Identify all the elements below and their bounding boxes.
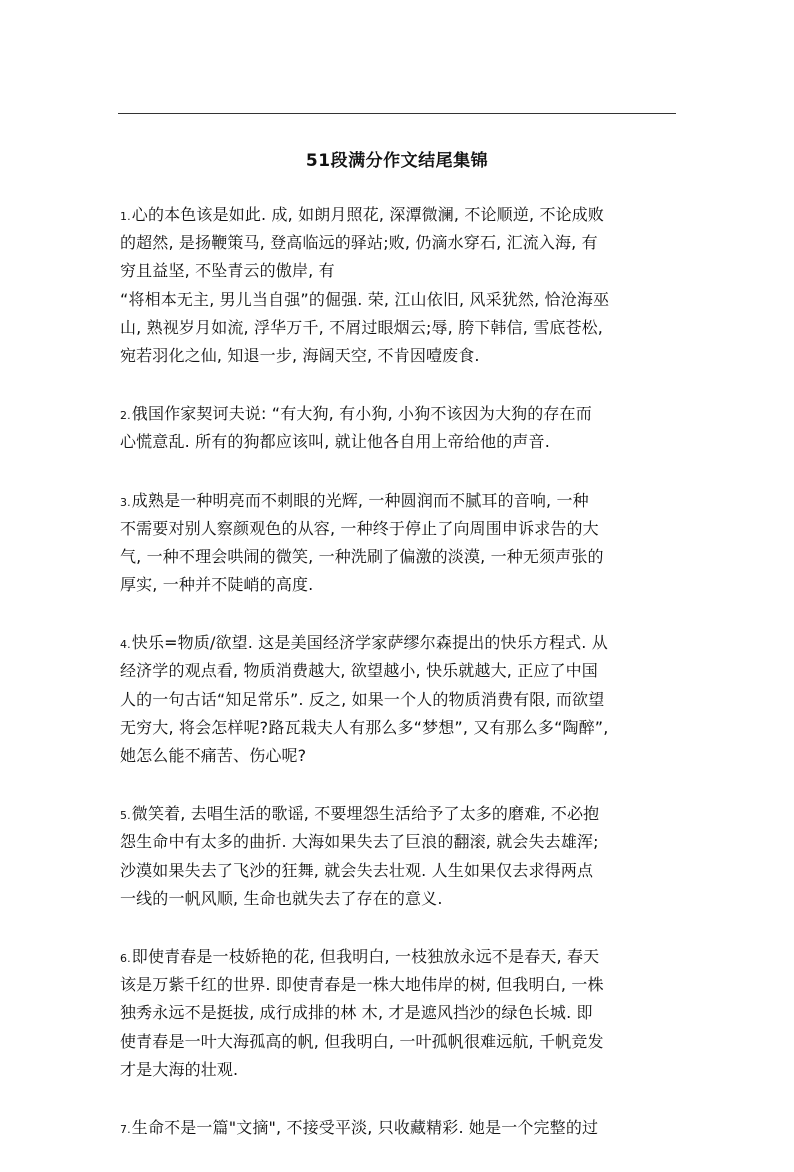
paragraph-3 — [120, 487, 676, 600]
paragraph-number: 6. — [120, 951, 131, 965]
paragraph-line: 才是大海的壮观. — [120, 1059, 239, 1079]
paragraph-2 — [120, 400, 676, 456]
paragraph-text: 心的本色该是如此. 成, 如朗月照花, 深潭微澜, 不论顺逆, 不论成败 — [131, 205, 605, 224]
paragraph-number: 1. — [120, 210, 131, 223]
paragraph-7 — [120, 1114, 676, 1142]
paragraph-number: 2. — [120, 409, 131, 423]
document-body — [120, 201, 676, 1172]
paragraph-line — [120, 487, 676, 515]
paragraph-line: 宛若羽化之仙, 知退一步, 海阔天空, 不肯因噎废食. — [120, 345, 480, 365]
paragraph-line — [120, 201, 676, 229]
paragraph-number: 4. — [120, 638, 131, 652]
paragraph-line — [120, 1114, 676, 1142]
paragraph-text: 微笑着, 去唱生活的歌谣, 不要埋怨生活给予了太多的磨难, 不必抱 — [131, 804, 600, 824]
paragraph-line: “将相本无主, 男儿当自强”的倔强. 荣, 江山依旧, 风采犹然, 恰沧海巫 — [120, 289, 610, 309]
paragraph-line: 的超然, 是扬鞭策马, 登高临远的驿站;败, 仍滴水穿石, 汇流入海, 有 — [120, 233, 598, 253]
paragraph-number: 3. — [120, 495, 131, 509]
paragraph-6 — [120, 943, 676, 1084]
paragraph-4 — [120, 629, 676, 770]
header-rule — [118, 113, 676, 114]
paragraph-line: 沙漠如果失去了飞沙的狂舞, 就会失去壮观. 人生如果仅去求得两点 — [120, 860, 594, 880]
paragraph-line: 心慌意乱. 所有的狗都应该叫, 就让他各自用上帝给他的声音. — [120, 432, 550, 452]
paragraph-line: 她怎么能不痛苦、伤心呢? — [120, 746, 307, 765]
paragraph-text: 快乐=物质/欲望. 这是美国经济学家萨缪尔森提出的快乐方程式. 从 — [131, 633, 608, 653]
paragraph-5 — [120, 800, 676, 913]
paragraph-text: 生命不是一篇"文摘", 不接受平淡, 只收藏精彩. 她是一个完整的过 — [131, 1117, 599, 1137]
paragraph-line — [120, 800, 676, 828]
paragraph-line: 不需要对别人察颜观色的从容, 一种终于停止了向周围申诉求告的大 — [120, 518, 599, 538]
paragraph-line: 人的一句古话“知足常乐”. 反之, 如果一个人的物质消费有限, 而欲望 — [120, 689, 605, 709]
paragraph-text: 俄国作家契诃夫说: “有大狗, 有小狗, 小狗不该因为大狗的存在而 — [131, 404, 592, 424]
paragraph-line: 穷且益坚, 不坠青云的傲岸, 有 — [120, 261, 335, 281]
paragraph-line: 该是万紫千红的世界. 即使青春是一株大地伟岸的树, 但我明白, 一株 — [120, 975, 604, 995]
paragraph-line — [120, 629, 676, 657]
paragraph-line: 一线的一帆风顺, 生命也就失去了存在的意义. — [120, 888, 443, 908]
paragraph-line — [120, 400, 676, 428]
paragraph-number: 5. — [120, 809, 131, 823]
paragraph-line: 无穷大, 将会怎样呢?路瓦栽夫人有那么多“梦想”, 又有那么多“陶醉”, — [120, 717, 609, 737]
paragraph-number: 7. — [120, 1122, 131, 1136]
paragraph-line: 山, 熟视岁月如流, 浮华万千, 不屑过眼烟云;辱, 胯下韩信, 雪底苍松, — [120, 317, 604, 337]
paragraph-text: 即使青春是一枝娇艳的花, 但我明白, 一枝独放永远不是春天, 春天 — [131, 946, 600, 966]
paragraph-line: 经济学的观点看, 物质消费越大, 欲望越小, 快乐就越大, 正应了中国 — [120, 661, 598, 681]
paragraph-text: 成熟是一种明亮而不刺眼的光辉, 一种圆润而不腻耳的音响, 一种 — [131, 490, 589, 510]
paragraph-line: 独秀永远不是挺拔, 成行成排的林 木, 才是遮风挡沙的绿色长城. 即 — [120, 1003, 593, 1023]
paragraph-line: 使青春是一叶大海孤高的帆, 但我明白, 一叶孤帆很难远航, 千帆竞发 — [120, 1031, 604, 1051]
paragraph-line — [120, 943, 676, 971]
paragraph-line: 气, 一种不理会哄闹的微笑, 一种洗刷了偏激的淡漠, 一种无须声张的 — [120, 546, 604, 566]
paragraph-line: 厚实, 一种并不陡峭的高度. — [120, 575, 314, 595]
paragraph-1 — [120, 201, 676, 370]
paragraph-line: 怨生命中有太多的曲折. 大海如果失去了巨浪的翻滚, 就会失去雄浑; — [120, 832, 599, 852]
page-title: 51段满分作文结尾集锦 — [305, 151, 489, 171]
